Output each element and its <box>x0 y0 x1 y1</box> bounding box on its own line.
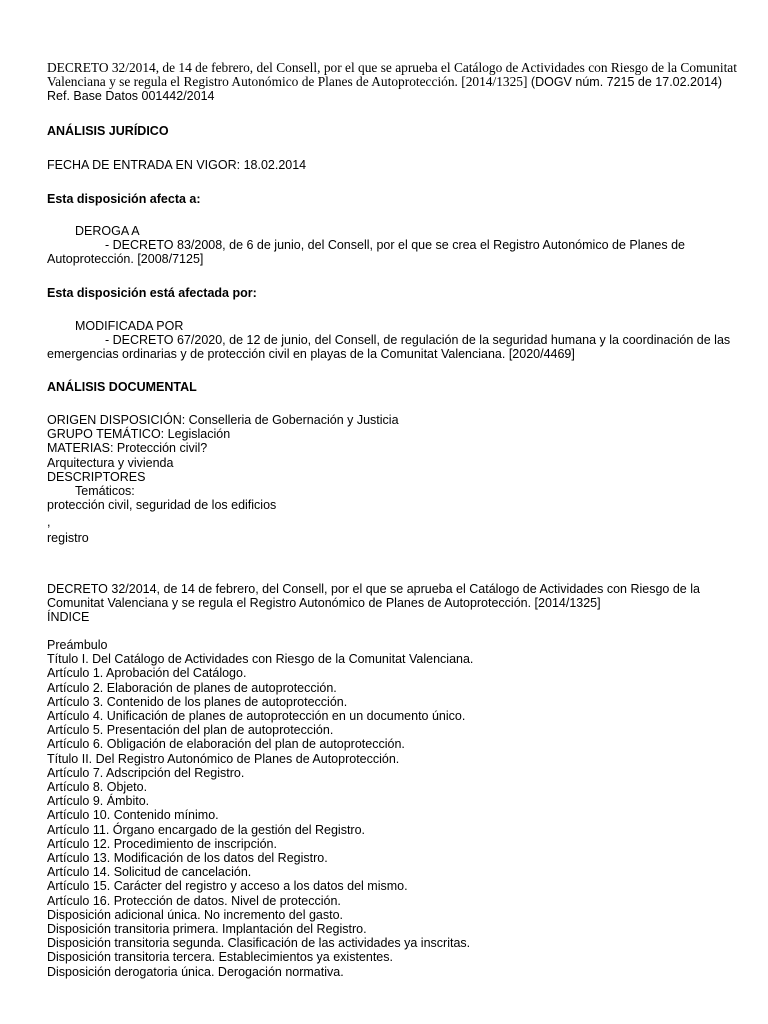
index-entry: Artículo 7. Adscripción del Registro. <box>47 765 245 780</box>
index-entry: Artículo 15. Carácter del registro y acceso a los datos del mismo. <box>47 879 408 894</box>
index-entry: Artículo 14. Solicitud de cancelación. <box>47 865 252 880</box>
afecta-heading: Esta disposición afecta a: <box>47 192 201 206</box>
index-entry: Artículo 8. Objeto. <box>47 780 148 795</box>
index-entry: Título I. Del Catálogo de Actividades con Riesgo de la Comunitat Valenciana. <box>47 652 474 667</box>
index-entry: Artículo 10. Contenido mínimo. <box>47 808 219 823</box>
index-entry: Artículo 9. Ámbito. <box>47 794 150 809</box>
indice-label: ÍNDICE <box>47 610 90 624</box>
fecha-entrada-vigor: FECHA DE ENTRADA EN VIGOR: 18.02.2014 <box>47 158 307 172</box>
decree-title: DECRETO 32/2014, de 14 de febrero, del Consell, por el que se aprueba el Catálogo de Actividades con Riesgo de la Comunitat Valenciana y se regula el Registro Autonómico de Planes de Autoprotección. [2014/1325] <box>47 582 700 611</box>
index-entry: Artículo 16. Protección de datos. Nivel de protección. <box>47 893 341 908</box>
modificada-item: - DECRETO 67/2020, de 12 de junio, del Consell, de regulación de la seguridad humana y la coordinación de las emergencias ordinarias y de protección civil en playas de la Comunitat Valenciana. [2020/4469] <box>47 333 731 362</box>
descriptor-registro: registro <box>47 530 89 545</box>
afectada-heading: Esta disposición está afectada por: <box>47 286 257 300</box>
analisis-documental-heading: ANÁLISIS DOCUMENTAL <box>47 380 197 394</box>
index-entry: Artículo 6. Obligación de elaboración del plan de autoprotección. <box>47 737 405 752</box>
modificada-label: MODIFICADA POR <box>75 319 184 333</box>
index-entry: Artículo 5. Presentación del plan de autoprotección. <box>47 723 334 738</box>
analisis-juridico-heading: ANÁLISIS JURÍDICO <box>47 124 169 138</box>
index-entry: Disposición transitoria primera. Implantación del Registro. <box>47 922 367 937</box>
materias-secondary: Arquitectura y vivienda <box>47 455 174 470</box>
materias: MATERIAS: Protección civil? <box>47 441 208 456</box>
deroga-section <box>47 224 737 267</box>
deroga-label: DEROGA A <box>75 224 140 238</box>
index-entry: Artículo 11. Órgano encargado de la gestión del Registro. <box>47 822 366 837</box>
documental-section <box>47 413 737 545</box>
index-entry: Artículo 1. Aprobación del Catálogo. <box>47 666 247 681</box>
index-list <box>47 638 737 979</box>
title-reference: (DOGV núm. 7215 de 17.02.2014) Ref. Base Datos 001442/2014 <box>47 75 723 104</box>
index-entry: Artículo 13. Modificación de los datos del Registro. <box>47 851 328 866</box>
grupo-tematico: GRUPO TEMÁTICO: Legislación <box>47 427 231 442</box>
title-serif: DECRETO 32/2014, de 14 de febrero, del Consell, por el que se aprueba el Catálogo de Actividades con Riesgo de la Comunitat Valenciana y se regula el Registro Autonómico de Planes de Autoprotección. [2014/1325] <box>47 60 737 90</box>
modificada-section <box>47 319 737 362</box>
descriptores-label: DESCRIPTORES <box>47 469 146 484</box>
tematicos-label: Temáticos: <box>75 484 135 499</box>
index-entry: Disposición derogatoria única. Derogación normativa. <box>47 964 344 979</box>
index-entry: Artículo 2. Elaboración de planes de autoprotección. <box>47 680 337 695</box>
index-entry: Artículo 4. Unificación de planes de autoprotección en un documento único. <box>47 709 466 724</box>
index-entry: Disposición transitoria segunda. Clasificación de las actividades ya inscritas. <box>47 936 471 951</box>
tematicos-values: protección civil, seguridad de los edificios <box>47 498 277 513</box>
index-entry: Artículo 12. Procedimiento de inscripción. <box>47 836 277 851</box>
index-entry: Disposición transitoria tercera. Establecimientos ya existentes. <box>47 950 393 965</box>
index-entry: Artículo 3. Contenido de los planes de autoprotección. <box>47 694 348 709</box>
index-entry: Disposición adicional única. No incremento del gasto. <box>47 907 343 922</box>
index-entry: Título II. Del Registro Autonómico de Planes de Autoprotección. <box>47 751 400 766</box>
document-title <box>47 61 737 104</box>
index-entry: Preámbulo <box>47 638 108 652</box>
descriptor-separator: , <box>47 515 51 530</box>
deroga-item: - DECRETO 83/2008, de 6 de junio, del Consell, por el que se crea el Registro Autonómico de Planes de Autoprotección. [2008/7125] <box>47 238 685 267</box>
origen-disposicion: ORIGEN DISPOSICIÓN: Conselleria de Gobernación y Justicia <box>47 413 399 427</box>
